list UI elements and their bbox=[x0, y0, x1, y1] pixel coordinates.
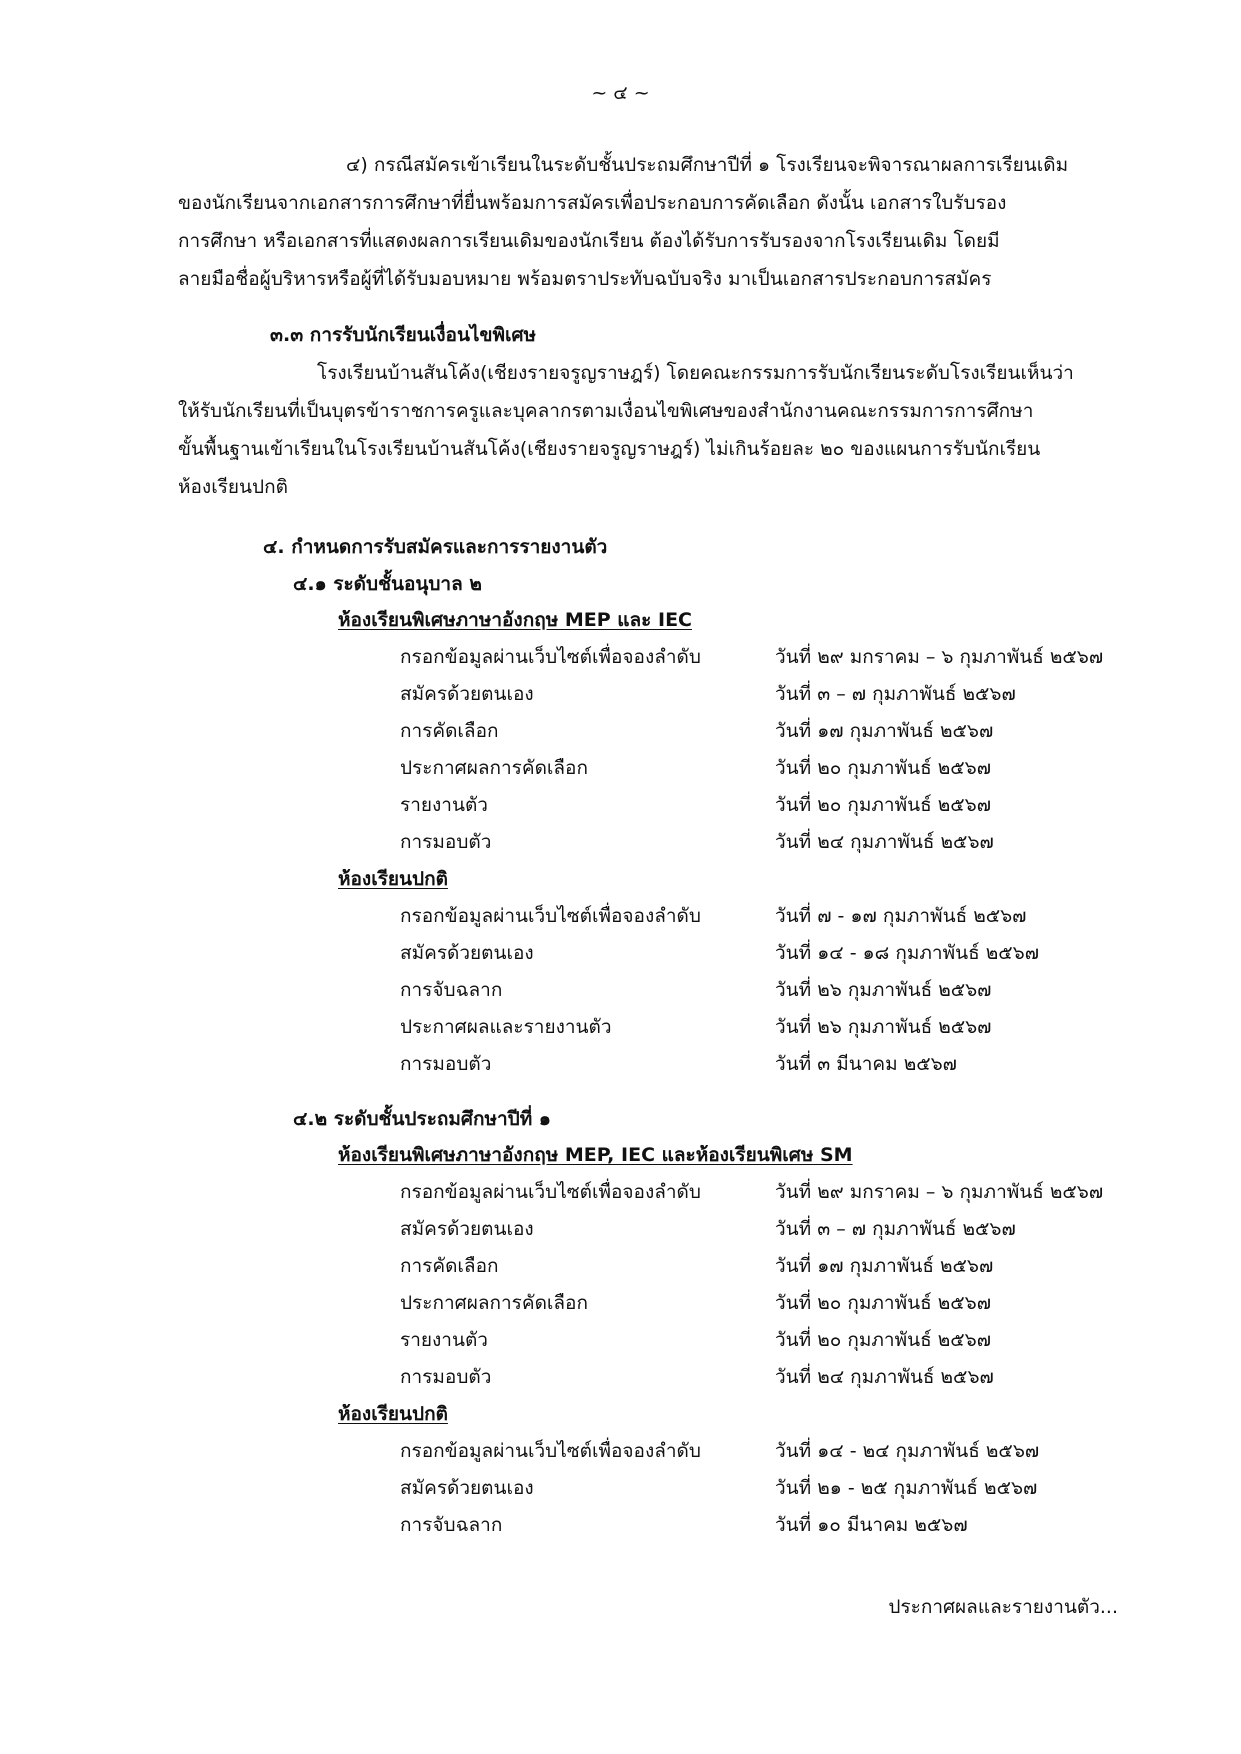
schedule-row bbox=[400, 1181, 1180, 1209]
schedule-date: วันที่ ๒๖ กุมภาพันธ์ ๒๕๖๗ bbox=[775, 1016, 992, 1038]
schedule-row bbox=[400, 905, 1180, 933]
schedule-label: การมอบตัว bbox=[400, 831, 492, 853]
schedule-row bbox=[400, 1477, 1180, 1505]
section-4-2-heading: ๔.๒ ระดับชั้นประถมศึกษาปีที่ ๑ bbox=[293, 1108, 551, 1130]
section-3-3-line-3: ขั้นพื้นฐานเข้าเรียนในโรงเรียนบ้านสันโค้ง(เชียงรายจรูญราษฎร์) ไม่เกินร้อยละ ๒๐ ของแผนการรับนักเรียน bbox=[178, 438, 1041, 460]
schedule-label: รายงานตัว bbox=[400, 1329, 488, 1351]
paragraph-4-line-3: การศึกษา หรือเอกสารที่แสดงผลการเรียนเดิมของนักเรียน ต้องได้รับการรับรองจากโรงเรียนเดิม โดยมี bbox=[178, 230, 1000, 252]
schedule-date: วันที่ ๒๐ กุมภาพันธ์ ๒๕๖๗ bbox=[775, 757, 992, 779]
schedule-date: วันที่ ๓ – ๗ กุมภาพันธ์ ๒๕๖๗ bbox=[775, 1218, 1016, 1240]
schedule-row bbox=[400, 1440, 1180, 1468]
schedule-date: วันที่ ๑๔ - ๒๔ กุมภาพันธ์ ๒๕๖๗ bbox=[775, 1440, 1040, 1462]
schedule-row bbox=[400, 1514, 1180, 1542]
section-4-1-special-title: ห้องเรียนพิเศษภาษาอังกฤษ MEP และ IEC bbox=[338, 609, 692, 631]
continuation-text: ประกาศผลและรายงานตัว... bbox=[888, 1596, 1118, 1618]
schedule-label: กรอกข้อมูลผ่านเว็บไซต์เพื่อจองลำดับ bbox=[400, 1440, 701, 1462]
paragraph-4-line-2: ของนักเรียนจากเอกสารการศึกษาที่ยื่นพร้อมการสมัครเพื่อประกอบการคัดเลือก ดังนั้น เอกสารใบรับรอง bbox=[178, 192, 1007, 214]
schedule-date: วันที่ ๑๐ มีนาคม ๒๕๖๗ bbox=[775, 1514, 968, 1536]
schedule-date: วันที่ ๒๐ กุมภาพันธ์ ๒๕๖๗ bbox=[775, 1329, 992, 1351]
schedule-label: สมัครด้วยตนเอง bbox=[400, 1218, 534, 1240]
schedule-label: กรอกข้อมูลผ่านเว็บไซต์เพื่อจองลำดับ bbox=[400, 1181, 701, 1203]
schedule-row bbox=[400, 757, 1180, 785]
section-3-3-line-1: โรงเรียนบ้านสันโค้ง(เชียงรายจรูญราษฎร์) โดยคณะกรรมการรับนักเรียนระดับโรงเรียนเห็นว่า bbox=[317, 362, 1074, 384]
schedule-label: การมอบตัว bbox=[400, 1053, 492, 1075]
schedule-row bbox=[400, 942, 1180, 970]
schedule-label: รายงานตัว bbox=[400, 794, 488, 816]
schedule-row bbox=[400, 1329, 1180, 1357]
schedule-row bbox=[400, 979, 1180, 1007]
schedule-date: วันที่ ๒๙ มกราคม – ๖ กุมภาพันธ์ ๒๕๖๗ bbox=[775, 646, 1104, 668]
schedule-row bbox=[400, 1016, 1180, 1044]
paragraph-4-line-1: ๔) กรณีสมัครเข้าเรียนในระดับชั้นประถมศึกษาปีที่ ๑ โรงเรียนจะพิจารณาผลการเรียนเดิม bbox=[346, 154, 1069, 176]
schedule-row bbox=[400, 646, 1180, 674]
schedule-date: วันที่ ๒๐ กุมภาพันธ์ ๒๕๖๗ bbox=[775, 794, 992, 816]
schedule-row bbox=[400, 1366, 1180, 1394]
schedule-row bbox=[400, 720, 1180, 748]
schedule-date: วันที่ ๑๔ - ๑๘ กุมภาพันธ์ ๒๕๖๗ bbox=[775, 942, 1039, 964]
schedule-label: สมัครด้วยตนเอง bbox=[400, 1477, 534, 1499]
schedule-row bbox=[400, 831, 1180, 859]
schedule-row bbox=[400, 1218, 1180, 1246]
schedule-label: การจับฉลาก bbox=[400, 979, 503, 1001]
schedule-label: ประกาศผลการคัดเลือก bbox=[400, 1292, 588, 1314]
paragraph-4-line-4: ลายมือชื่อผู้บริหารหรือผู้ที่ได้รับมอบหมาย พร้อมตราประทับฉบับจริง มาเป็นเอกสารประกอบการสมัคร bbox=[178, 268, 992, 290]
schedule-date: วันที่ ๒๔ กุมภาพันธ์ ๒๕๖๗ bbox=[775, 1366, 994, 1388]
schedule-row bbox=[400, 794, 1180, 822]
schedule-label: กรอกข้อมูลผ่านเว็บไซต์เพื่อจองลำดับ bbox=[400, 646, 701, 668]
schedule-date: วันที่ ๓ มีนาคม ๒๕๖๗ bbox=[775, 1053, 957, 1075]
schedule-date: วันที่ ๒๔ กุมภาพันธ์ ๒๕๖๗ bbox=[775, 831, 994, 853]
schedule-label: การคัดเลือก bbox=[400, 1255, 499, 1277]
schedule-label: การจับฉลาก bbox=[400, 1514, 503, 1536]
schedule-date: วันที่ ๒๙ มกราคม – ๖ กุมภาพันธ์ ๒๕๖๗ bbox=[775, 1181, 1104, 1203]
schedule-row bbox=[400, 1292, 1180, 1320]
page-number: ~ ๔ ~ bbox=[591, 82, 650, 104]
section-4-1-heading: ๔.๑ ระดับชั้นอนุบาล ๒ bbox=[293, 573, 482, 595]
schedule-row bbox=[400, 1053, 1180, 1081]
schedule-row bbox=[400, 1255, 1180, 1283]
schedule-date: วันที่ ๓ – ๗ กุมภาพันธ์ ๒๕๖๗ bbox=[775, 683, 1016, 705]
schedule-row bbox=[400, 683, 1180, 711]
section-4-heading: ๔. กำหนดการรับสมัครและการรายงานตัว bbox=[263, 536, 608, 558]
schedule-label: การคัดเลือก bbox=[400, 720, 499, 742]
schedule-date: วันที่ ๑๗ กุมภาพันธ์ ๒๕๖๗ bbox=[775, 1255, 994, 1277]
schedule-date: วันที่ ๑๗ กุมภาพันธ์ ๒๕๖๗ bbox=[775, 720, 994, 742]
section-4-2-regular-title: ห้องเรียนปกติ bbox=[338, 1403, 448, 1425]
section-4-1-regular-title: ห้องเรียนปกติ bbox=[338, 868, 448, 890]
section-3-3-line-2: ให้รับนักเรียนที่เป็นบุตรข้าราชการครูและบุคลากรตามเงื่อนไขพิเศษของสำนักงานคณะกรรมการการศึกษา bbox=[178, 400, 1034, 422]
schedule-label: กรอกข้อมูลผ่านเว็บไซต์เพื่อจองลำดับ bbox=[400, 905, 701, 927]
schedule-date: วันที่ ๗ - ๑๗ กุมภาพันธ์ ๒๕๖๗ bbox=[775, 905, 1027, 927]
schedule-date: วันที่ ๒๑ - ๒๕ กุมภาพันธ์ ๒๕๖๗ bbox=[775, 1477, 1038, 1499]
schedule-label: สมัครด้วยตนเอง bbox=[400, 683, 534, 705]
schedule-date: วันที่ ๒๐ กุมภาพันธ์ ๒๕๖๗ bbox=[775, 1292, 992, 1314]
schedule-label: สมัครด้วยตนเอง bbox=[400, 942, 534, 964]
schedule-label: ประกาศผลและรายงานตัว bbox=[400, 1016, 612, 1038]
section-3-3-heading: ๓.๓ การรับนักเรียนเงื่อนไขพิเศษ bbox=[270, 324, 537, 346]
section-3-3-line-4: ห้องเรียนปกติ bbox=[178, 476, 288, 498]
section-4-2-special-title: ห้องเรียนพิเศษภาษาอังกฤษ MEP, IEC และห้องเรียนพิเศษ SM bbox=[338, 1144, 853, 1166]
schedule-date: วันที่ ๒๖ กุมภาพันธ์ ๒๕๖๗ bbox=[775, 979, 992, 1001]
schedule-label: การมอบตัว bbox=[400, 1366, 492, 1388]
schedule-label: ประกาศผลการคัดเลือก bbox=[400, 757, 588, 779]
